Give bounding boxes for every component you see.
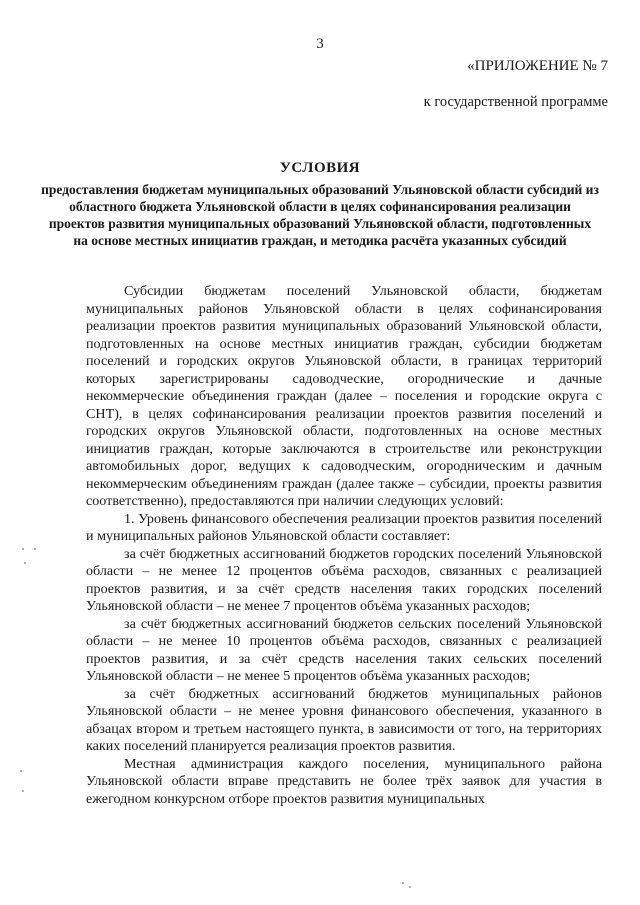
paragraph: за счёт бюджетных ассигнований бюджетов муниципальных районов Ульяновской области – не менее уровня финансового обеспечения, указанного в абзацах втором и третьем настоящего пункта, в зависимости от того, на территориях каких поселений планируется реализация проектов развития. — [86, 685, 602, 754]
document-subtitle: предоставления бюджетам муниципальных образований Ульяновской области субсидий из областного бюджета Ульяновской области в целях софинансирования реализации проектов развития муниципальных образований Ульяновской области, подготовленных на основе местных инициатив граждан, и методика расчёта указанных субсидий — [41, 182, 599, 248]
scan-speck — [20, 770, 22, 772]
scan-speck — [409, 886, 411, 888]
appendix-heading: «ПРИЛОЖЕНИЕ № 7 — [467, 58, 608, 74]
paragraph: Субсидии бюджетам поселений Ульяновской области, бюджетам муниципальных районов Ульяновской области в целях софинансирования реализации проектов развития муниципальных образований Ульяновской области, подготовленных на основе местных инициатив граждан, субсидии бюджетам поселений и городских округов Ульяновской области, в границах территорий которых зарегистрированы садоводческие, огороднические и дачные некоммерческие объединения граждан (далее – поселения и городские округа с СНТ), в целях софинансирования реализации проектов развития поселений и городских округов Ульяновской области, подготовленных на основе местных инициатив граждан, которые заключаются в строительстве или реконструкции автомобильных дорог, ведущих к садоводческим, огородническим и дачным некоммерческим объединениям граждан (далее также – субсидии, проекты развития соответственно), предоставляются при наличии следующих условий: — [86, 283, 602, 509]
body-text — [86, 283, 602, 808]
title-block — [40, 160, 600, 249]
scan-speck — [34, 548, 36, 550]
paragraph: 1. Уровень финансового обеспечения реализации проектов развития поселений и муниципальных районов Ульяновской области составляет: — [86, 510, 602, 544]
scan-speck — [402, 882, 404, 884]
paragraph: Местная администрация каждого поселения, муниципального района Ульяновской области вправе представить не более трёх заявок для участия в ежегодном конкурсном отборе проектов развития муниципальных — [86, 755, 602, 807]
scan-speck — [24, 562, 26, 564]
document-title: УСЛОВИЯ — [279, 160, 361, 176]
program-reference: к государственной программе — [423, 94, 608, 110]
scan-speck — [22, 790, 24, 792]
paragraph: за счёт бюджетных ассигнований бюджетов городских поселений Ульяновской области – не менее 12 процентов объёма расходов, связанных с реализацией проектов развития, и за счёт средств населения таких городских поселений Ульяновской области – не менее 7 процентов объёма указанных расходов; — [86, 545, 602, 614]
page-number: 3 — [316, 36, 324, 52]
scan-speck — [22, 548, 24, 550]
paragraph: за счёт бюджетных ассигнований бюджетов сельских поселений Ульяновской области – не менее 10 процентов объёма расходов, связанных с реализацией проектов развития, и за счёт средств населения таких сельских поселений Ульяновской области – не менее 5 процентов объёма указанных расходов; — [86, 615, 602, 684]
